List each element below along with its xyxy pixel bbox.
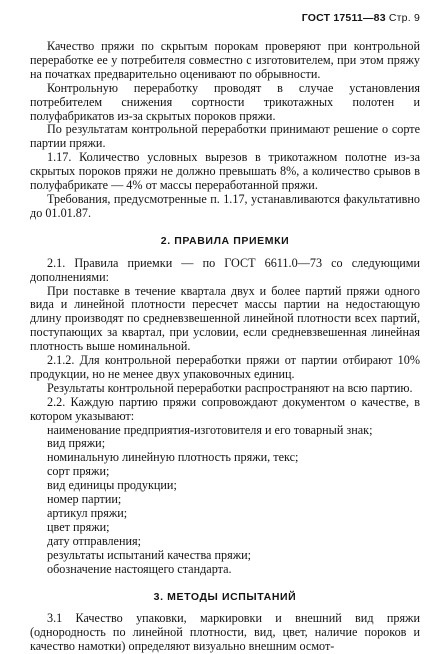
standard-number: ГОСТ 17511—83	[301, 12, 386, 24]
section-title-acceptance: 2. ПРАВИЛА ПРИЕМКИ	[160, 234, 290, 247]
list-item: наименование предприятия-изготовителя и его товарный знак;	[47, 422, 373, 437]
clause-3-1: 3.1 Качество упаковки, маркировки и внешний вид пряжи (однородность по линейной плотности, вид, цвет, наличие пороков и качество намотки) определяют визуально внешним осмот-	[30, 611, 420, 654]
document-body	[30, 40, 420, 654]
paragraph: По результатам контрольной переработки принимают решение о сорте партии пряжи.	[30, 122, 420, 151]
clause-2-1-2: 2.1.2. Для контрольной переработки пряжи от партии отбирают 10% продукции, но не менее двух упаковочных единиц.	[30, 353, 420, 381]
list-item: вид единицы продукции;	[47, 478, 177, 493]
paragraph: Контрольную переработку проводят в случае установления потребителем снижения сортности трикотажных полотен и полуфабрикатов из-за скрытых пороков пряжи.	[30, 80, 420, 123]
clause-2-2: 2.2. Каждую партию пряжи сопровождают документом о качестве, в котором указывают:	[30, 394, 420, 423]
page-number: Стр. 9	[388, 12, 420, 24]
paragraph: При поставке в течение квартала двух и более партий пряжи одного вида и линейной плотности пересчет массы партии на недостающую длину производят по средневзвешенной линейной плотности всех партий, поступающих за квартал, при условии, если средневзвешенная линейная плотность выше номинальной.	[30, 283, 420, 354]
list-item: артикул пряжи;	[47, 506, 128, 520]
list-item: сорт пряжи;	[47, 464, 110, 479]
section-title-test-methods: 3. МЕТОДЫ ИСПЫТАНИЙ	[153, 590, 297, 603]
list-item: номер партии;	[47, 492, 122, 507]
list-item: номинальную линейную плотность пряжи, текс;	[47, 450, 299, 465]
paragraph: Результаты контрольной переработки распространяют на всю партию.	[47, 380, 413, 395]
document-contents-list	[30, 424, 420, 577]
list-item: вид пряжи;	[47, 436, 106, 451]
clause-1-17: 1.17. Количество условных вырезов в трикотажном полотне из-за скрытых пороков пряжи не должно превышать 8%, а количество срывов в полуфабрикате — 4% от массы переработанной пряжи.	[30, 150, 420, 193]
paragraph: Качество пряжи по скрытым порокам проверяют при контрольной переработке ее у потребителя совместно с изготовителем, при этом пряжу на початках предварительно оценивают по обрывности.	[30, 39, 420, 81]
page-header	[302, 12, 420, 24]
list-item: результаты испытаний качества пряжи;	[47, 547, 252, 562]
list-item: цвет пряжи;	[47, 519, 110, 534]
list-item: обозначение настоящего стандарта.	[47, 561, 232, 576]
clause-2-1: 2.1. Правила приемки — по ГОСТ 6611.0—73 со следующими дополнениями:	[30, 255, 420, 284]
paragraph: Требования, предусмотренные п. 1.17, устанавливаются факультативно до 01.01.87.	[30, 191, 420, 220]
list-item: дату отправления;	[47, 533, 142, 548]
